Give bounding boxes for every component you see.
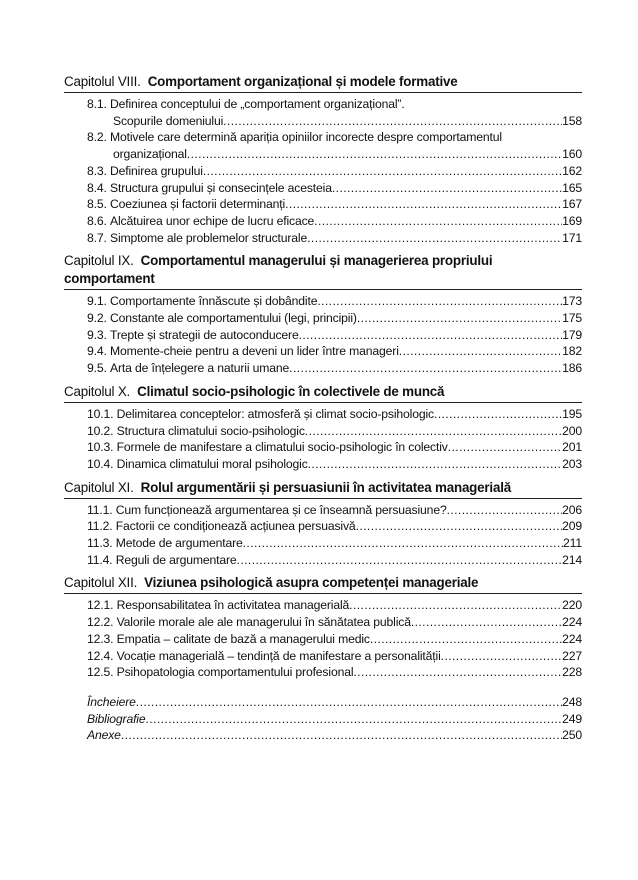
toc-entry bbox=[87, 163, 582, 180]
toc-entry bbox=[87, 614, 582, 631]
entry-title: Dinamica climatului moral psihologic bbox=[116, 456, 308, 471]
entry-number: 12.5. bbox=[87, 665, 114, 680]
toc-entry bbox=[87, 213, 582, 230]
entry-title: Definirea grupului bbox=[109, 163, 203, 178]
entry-title: Formele de manifestare a climatului socio-psihologic în colectiv bbox=[116, 440, 448, 455]
leader-dots bbox=[447, 502, 563, 519]
toc-entry bbox=[87, 327, 582, 344]
entry-title: Momente-cheie pentru a deveni un lider între manageri bbox=[109, 344, 399, 359]
back-matter bbox=[64, 694, 582, 744]
leader-dots bbox=[289, 360, 562, 377]
entry-page: 228 bbox=[562, 665, 582, 680]
leader-dots bbox=[441, 648, 562, 665]
entry-title: Structura climatului socio-psihologic bbox=[116, 423, 305, 438]
entry-title-line1: Definirea conceptului de „comportament organizațional”. bbox=[109, 97, 405, 111]
toc-entry bbox=[87, 423, 582, 440]
entry-page: 173 bbox=[562, 294, 582, 309]
entry-page: 248 bbox=[562, 694, 582, 709]
leader-dots bbox=[411, 614, 562, 631]
leader-dots bbox=[237, 552, 563, 569]
entry-page: 224 bbox=[562, 631, 582, 646]
entry-number: 9.2. bbox=[87, 311, 107, 326]
entry-title: Delimitarea conceptelor: atmosferă și climat socio-psihologic bbox=[116, 406, 434, 421]
leader-dots bbox=[308, 456, 562, 473]
leader-dots bbox=[243, 535, 563, 552]
toc-entry bbox=[87, 502, 582, 519]
entry-title: Metode de argumentare bbox=[115, 536, 243, 551]
chapter-x bbox=[64, 383, 582, 473]
entry-page: 182 bbox=[562, 344, 582, 359]
entry-number: 12.3. bbox=[87, 631, 114, 646]
entry-title: Structura grupului și consecințele acesteia bbox=[109, 180, 332, 195]
entry-title: Vocație managerială – tendință de manifestare a personalității bbox=[116, 648, 441, 663]
entry-page: 249 bbox=[562, 711, 582, 726]
toc-entry bbox=[87, 230, 582, 247]
entry-number: 9.1. bbox=[87, 294, 107, 309]
toc-entry bbox=[87, 456, 582, 473]
entry-title: Responsabilitatea în activitatea managerială bbox=[116, 598, 350, 613]
entry-number: 11.1. bbox=[87, 502, 113, 517]
entry-number: 10.1. bbox=[87, 406, 114, 421]
entry-number: 10.3. bbox=[87, 440, 114, 455]
entry-title: Scopurile domeniului bbox=[113, 113, 224, 128]
leader-dots bbox=[223, 113, 562, 130]
entry-page: 220 bbox=[562, 598, 582, 613]
leader-dots bbox=[305, 423, 562, 440]
leader-dots bbox=[356, 518, 563, 535]
entry-title: Comportamente înnăscute și dobândite bbox=[109, 294, 318, 309]
toc-entry bbox=[87, 310, 582, 327]
leader-dots bbox=[370, 631, 562, 648]
entry-title: Psihopatologia comportamentului profesional bbox=[116, 665, 354, 680]
entry-page: 214 bbox=[562, 552, 582, 567]
leader-dots bbox=[146, 711, 563, 728]
entry-title: Factorii ce condiționează acțiunea persuasivă bbox=[115, 519, 356, 534]
entry-page: 201 bbox=[562, 440, 582, 455]
entry-number: 8.1. bbox=[87, 97, 107, 111]
entry-title: Încheiere bbox=[87, 694, 136, 709]
entry-title: Cum funcționează argumentarea și ce înseamnă persuasiune? bbox=[115, 502, 447, 517]
entry-page: 250 bbox=[562, 728, 582, 743]
entry-page: 175 bbox=[562, 311, 582, 326]
entry-page: 186 bbox=[562, 361, 582, 376]
entry-number: 8.2. bbox=[87, 130, 107, 145]
entry-number: 12.4. bbox=[87, 648, 114, 663]
toc-entry-bibliography bbox=[87, 711, 582, 728]
leader-dots bbox=[299, 327, 563, 344]
toc-entry bbox=[87, 631, 582, 648]
entry-number: 9.4. bbox=[87, 344, 107, 359]
leader-dots bbox=[399, 343, 562, 360]
entry-number: 8.3. bbox=[87, 163, 107, 178]
toc-entry bbox=[87, 129, 582, 162]
chapter-label: Capitolul X. bbox=[64, 383, 131, 399]
chapter-title: Comportamentul managerului și managerierea propriului comportament bbox=[64, 253, 493, 287]
toc-entry bbox=[87, 518, 582, 535]
leader-dots bbox=[121, 727, 562, 744]
leader-dots bbox=[353, 664, 562, 681]
entry-page: 195 bbox=[562, 406, 582, 421]
entry-number: 12.1. bbox=[87, 598, 114, 613]
toc-entry bbox=[87, 439, 582, 456]
toc-entry bbox=[87, 406, 582, 423]
entry-number: 8.4. bbox=[87, 180, 107, 195]
entry-title: Simptome ale problemelor structurale bbox=[109, 230, 308, 245]
entry-page: 171 bbox=[562, 230, 582, 245]
leader-dots bbox=[136, 694, 562, 711]
entry-page: 158 bbox=[562, 113, 582, 128]
entry-title: Empatia – calitate de bază a managerului medic bbox=[116, 631, 370, 646]
chapter-heading bbox=[64, 479, 582, 499]
leader-dots bbox=[434, 406, 562, 423]
entry-page: 167 bbox=[562, 197, 582, 212]
entry-title: Anexe bbox=[87, 728, 121, 743]
entry-number: 10.2. bbox=[87, 423, 114, 438]
entry-page: 206 bbox=[562, 502, 582, 517]
leader-dots bbox=[203, 163, 562, 180]
entry-title: Bibliografie bbox=[87, 711, 146, 726]
toc-entry-annexes bbox=[87, 727, 582, 744]
toc-entry bbox=[87, 343, 582, 360]
chapter-viii bbox=[64, 73, 582, 246]
entry-page: 224 bbox=[562, 615, 582, 630]
chapter-heading bbox=[64, 73, 582, 93]
entry-title: Constante ale comportamentului (legi, principii) bbox=[109, 311, 357, 326]
toc-entry bbox=[87, 293, 582, 310]
chapter-ix bbox=[64, 252, 582, 377]
entry-number: 11.3. bbox=[87, 536, 113, 551]
leader-dots bbox=[357, 310, 562, 327]
entry-title-line1: Motivele care determină apariția opiniilor incorecte despre comportamentul bbox=[109, 130, 502, 145]
leader-dots bbox=[285, 196, 562, 213]
entry-number: 9.3. bbox=[87, 327, 107, 342]
toc-entry bbox=[87, 664, 582, 681]
entry-title: Arta de înțelegere a naturii umane bbox=[109, 361, 290, 376]
entry-title: Trepte și strategii de autoconducere bbox=[109, 327, 299, 342]
toc-entry bbox=[87, 180, 582, 197]
leader-dots bbox=[187, 146, 562, 163]
entry-number: 12.2. bbox=[87, 615, 114, 630]
entry-number: 8.6. bbox=[87, 213, 107, 228]
chapter-label: Capitolul VIII. bbox=[64, 74, 141, 89]
chapter-xi bbox=[64, 479, 582, 569]
entry-title: Coeziunea și factorii determinanți bbox=[109, 197, 286, 212]
chapter-xii bbox=[64, 574, 582, 681]
entry-page: 211 bbox=[563, 536, 582, 551]
chapter-heading bbox=[64, 252, 582, 290]
entry-page: 169 bbox=[562, 213, 582, 228]
entry-page: 209 bbox=[562, 519, 582, 534]
entry-number: 11.4. bbox=[87, 552, 113, 567]
entry-title: Reguli de argumentare bbox=[115, 552, 237, 567]
chapter-title: Viziunea psihologică asupra competenței manageriale bbox=[144, 575, 479, 591]
entry-number: 11.2. bbox=[87, 519, 113, 534]
leader-dots bbox=[332, 180, 562, 197]
toc-entry bbox=[87, 360, 582, 377]
chapter-title: Comportament organizațional și modele formative bbox=[147, 74, 458, 89]
leader-dots bbox=[317, 293, 562, 310]
leader-dots bbox=[448, 439, 562, 456]
toc-entry bbox=[87, 552, 582, 569]
entry-page: 200 bbox=[562, 423, 582, 438]
toc-entry bbox=[87, 597, 582, 614]
chapter-heading bbox=[64, 383, 582, 403]
entry-page: 160 bbox=[562, 147, 582, 162]
table-of-contents bbox=[64, 73, 582, 744]
entry-page: 165 bbox=[562, 180, 582, 195]
leader-dots bbox=[314, 213, 562, 230]
chapter-heading bbox=[64, 574, 582, 594]
entry-title: organizațional bbox=[113, 147, 187, 162]
entry-title: Alcătuirea unor echipe de lucru eficace bbox=[109, 213, 315, 228]
entry-number: 9.5. bbox=[87, 361, 107, 376]
leader-dots bbox=[307, 230, 562, 247]
toc-entry-conclusion bbox=[87, 694, 582, 711]
leader-dots bbox=[349, 597, 562, 614]
toc-entry bbox=[87, 648, 582, 665]
entry-title: Valorile morale ale ale managerului în sănătatea publică bbox=[116, 615, 411, 630]
entry-number: 10.4. bbox=[87, 456, 114, 471]
entry-page: 162 bbox=[562, 163, 582, 178]
chapter-label: Capitolul XII. bbox=[64, 575, 138, 591]
chapter-label: Capitolul IX. bbox=[64, 253, 134, 269]
toc-entry bbox=[87, 96, 582, 129]
chapter-title: Rolul argumentării și persuasiunii în activitatea managerială bbox=[140, 479, 511, 495]
entry-page: 203 bbox=[562, 456, 582, 471]
entry-number: 8.7. bbox=[87, 230, 107, 245]
toc-entry bbox=[87, 196, 582, 213]
chapter-title: Climatul socio-psihologic în colectivele de muncă bbox=[137, 383, 445, 399]
entry-page: 227 bbox=[562, 648, 582, 663]
entry-page: 179 bbox=[562, 327, 582, 342]
toc-entry bbox=[87, 535, 582, 552]
chapter-label: Capitolul XI. bbox=[64, 479, 134, 495]
entry-number: 8.5. bbox=[87, 197, 107, 212]
